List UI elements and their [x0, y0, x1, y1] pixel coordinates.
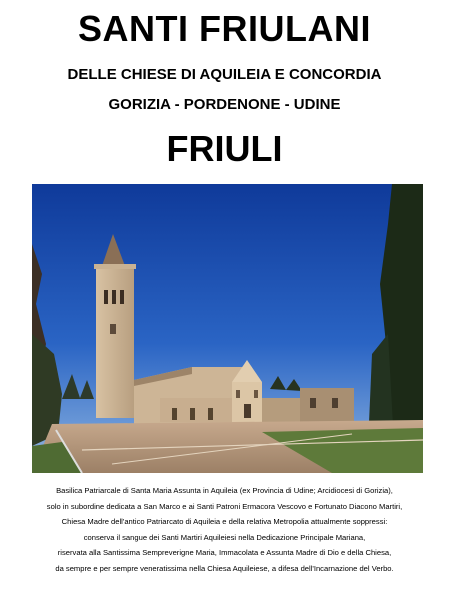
caption-line: solo in subordine dedicata a San Marco e ai Santi Patroni Ermacora Vescovo e Fortunato Diacono Martiri,	[46, 501, 403, 511]
caption-line: conserva il sangue dei Santi Martiri Aquileiesi nella Dedicazione Principale Mariana,	[83, 532, 366, 542]
caption-line: da sempre e per sempre veneratissima nella Chiesa Aquileiese, a difesa dell'Incarnazione del Verbo.	[55, 563, 394, 573]
caption-line: riservata alla Santissima Sempreverigne Maria, Immacolata e Assunta Madre di Dio e della Chiesa,	[57, 548, 392, 558]
photo-caption	[0, 483, 449, 577]
region-heading: FRIULI	[166, 128, 283, 169]
subtitle-dioceses: DELLE CHIESE DI AQUILEIA E CONCORDIA	[67, 66, 382, 83]
subtitle-cities: GORIZIA - PORDENONE - UDINE	[108, 96, 341, 113]
page-title: SANTI FRIULANI	[78, 8, 371, 49]
caption-line: Basilica Patriarcale di Santa Maria Assunta in Aquileia (ex Provincia di Udine; Arcidiocesi di Gorizia),	[56, 486, 393, 495]
basilica-photo	[32, 184, 423, 473]
caption-line: Chiesa Madre dell'antico Patriarcato di Aquileia e della relativa Metropolia attualmente soppressi:	[61, 517, 388, 527]
